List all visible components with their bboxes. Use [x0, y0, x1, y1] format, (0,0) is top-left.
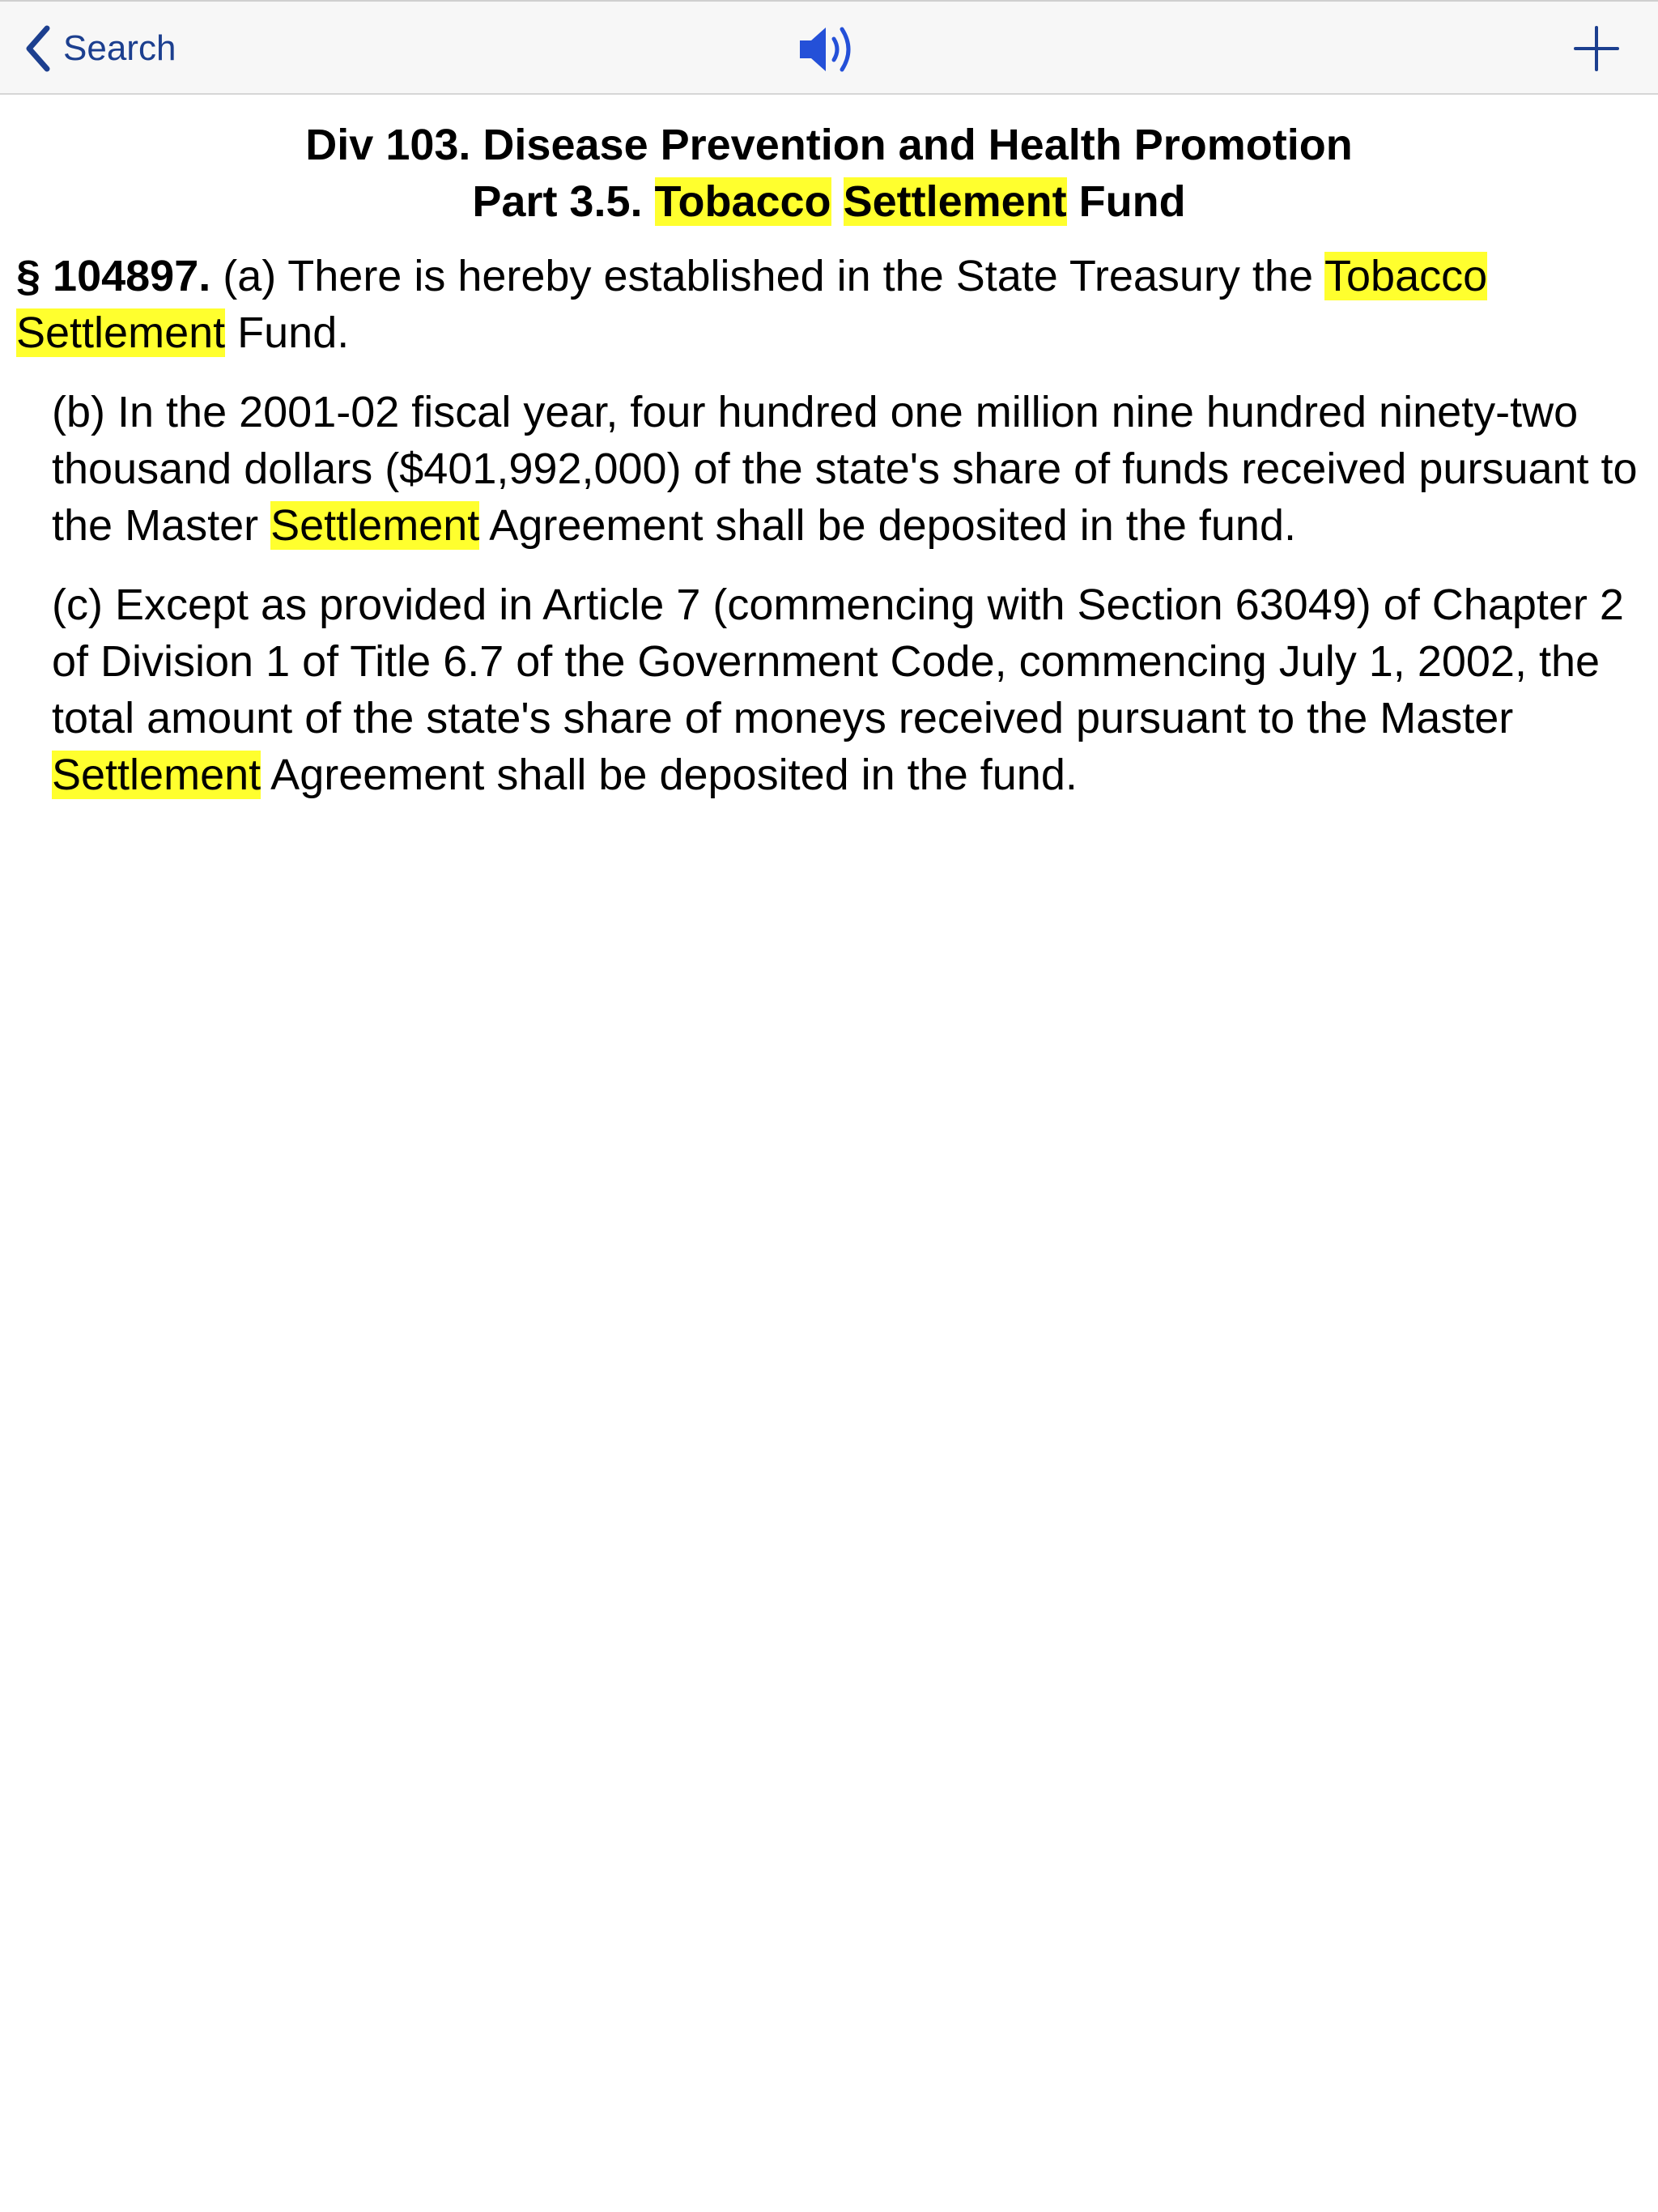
chevron-left-icon — [21, 23, 55, 74]
search-highlight: Settlement — [843, 177, 1067, 226]
subsection-b — [52, 384, 1643, 554]
plus-icon[interactable] — [1572, 24, 1621, 73]
subsection-c-text: (c) Except as provided in Article 7 (commencing with Section 63049) of Chapter 2 of Division 1 of Title 6.7 of the Government Code, commencing July 1, 2002, the total amount of the state's share of moneys received pursuant to the Master — [52, 581, 1624, 742]
section-a — [16, 248, 1635, 361]
back-button-label: Search — [63, 28, 176, 68]
page-heading — [0, 117, 1658, 230]
law-text-content — [0, 95, 1658, 803]
search-highlight: Settlement — [270, 501, 480, 550]
subsection-c-end: Agreement shall be deposited in the fund. — [270, 751, 1078, 799]
navigation-bar — [0, 0, 1658, 95]
part-title — [0, 173, 1658, 230]
subsection-b-text: (b) In the 2001-02 fiscal year, four hundred one million nine hundred ninety-two thousand dollars ($401,992,000) of the state's share of funds received pursuant to the Master — [52, 388, 1638, 550]
speaker-icon[interactable] — [797, 19, 861, 79]
search-highlight: Tobacco — [654, 177, 831, 226]
back-button[interactable] — [21, 21, 176, 76]
division-title: Div 103. Disease Prevention and Health Promotion — [305, 121, 1353, 169]
search-highlight: Tobacco — [1324, 252, 1488, 300]
part-prefix: Part 3.5. — [472, 177, 643, 226]
part-suffix: Fund — [1078, 177, 1186, 226]
section-a-end: Fund. — [237, 308, 350, 357]
section-a-text: (a) There is hereby established in the State Treasury the — [223, 252, 1313, 300]
subsection-c — [52, 576, 1643, 803]
search-highlight: Settlement — [16, 308, 226, 357]
section-number: § 104897. — [16, 252, 211, 300]
search-highlight: Settlement — [52, 751, 261, 799]
subsection-b-end: Agreement shall be deposited in the fund. — [489, 501, 1296, 550]
